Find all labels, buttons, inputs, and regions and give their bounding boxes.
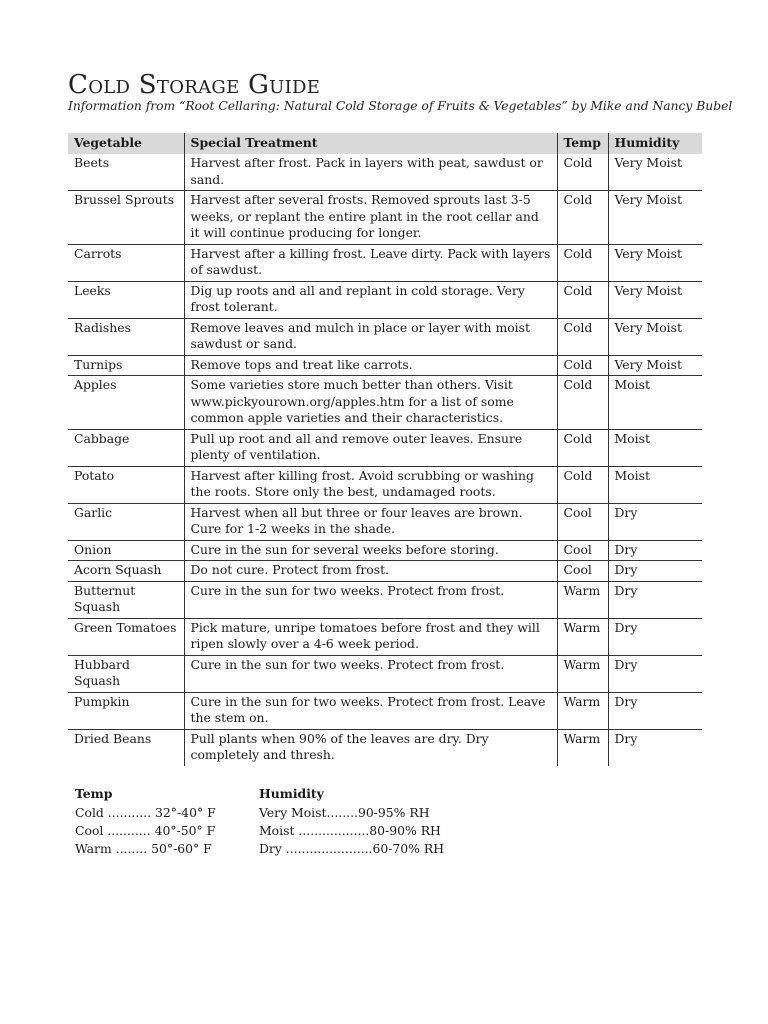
temp-cell: Cold: [557, 429, 608, 466]
table-row: [68, 376, 702, 430]
temp-cell: Cold: [557, 376, 608, 430]
column-header-temp: Temp: [557, 133, 608, 154]
humidity-legend: [259, 785, 444, 858]
vegetable-cell: Pumpkin: [68, 692, 184, 729]
vegetable-cell: Onion: [68, 540, 184, 561]
temp-cell: Cool: [557, 561, 608, 582]
treatment-cell: Harvest when all but three or four leaves are brown. Cure for 1-2 weeks in the shade.: [184, 503, 557, 540]
vegetable-cell: Hubbard Squash: [68, 655, 184, 692]
column-header-humidity: Humidity: [608, 133, 702, 154]
treatment-cell: Cure in the sun for two weeks. Protect from frost.: [184, 655, 557, 692]
treatment-cell: Do not cure. Protect from frost.: [184, 561, 557, 582]
vegetable-cell: Brussel Sprouts: [68, 191, 184, 245]
humidity-legend-heading: Humidity: [259, 786, 324, 801]
table-row: [68, 191, 702, 245]
humidity-cell: Dry: [608, 618, 702, 655]
humidity-legend-item: Dry ......................60-70% RH: [259, 841, 445, 856]
vegetable-cell: Garlic: [68, 503, 184, 540]
treatment-cell: Cure in the sun for two weeks. Protect from frost. Leave the stem on.: [184, 692, 557, 729]
humidity-cell: Dry: [608, 540, 702, 561]
temp-cell: Warm: [557, 729, 608, 766]
table-row: [68, 561, 702, 582]
vegetable-cell: Green Tomatoes: [68, 618, 184, 655]
temp-cell: Warm: [557, 655, 608, 692]
humidity-cell: Moist: [608, 429, 702, 466]
treatment-cell: Cure in the sun for two weeks. Protect from frost.: [184, 581, 557, 618]
temp-legend-item: Warm ........ 50°-60° F: [75, 841, 212, 856]
humidity-cell: Moist: [608, 376, 702, 430]
table-row: [68, 540, 702, 561]
vegetable-cell: Leeks: [68, 281, 184, 318]
temp-cell: Cold: [557, 244, 608, 281]
page-title: Cold Storage Guide: [68, 70, 321, 100]
humidity-cell: Very Moist: [608, 154, 702, 191]
vegetable-cell: Potato: [68, 466, 184, 503]
treatment-cell: Pull plants when 90% of the leaves are dry. Dry completely and thresh.: [184, 729, 557, 766]
table-row: [68, 429, 702, 466]
humidity-cell: Very Moist: [608, 318, 702, 355]
table-row: [68, 154, 702, 191]
vegetable-cell: Radishes: [68, 318, 184, 355]
vegetable-cell: Butternut Squash: [68, 581, 184, 618]
vegetable-cell: Acorn Squash: [68, 561, 184, 582]
treatment-cell: Pick mature, unripe tomatoes before frost and they will ripen slowly over a 4-6 week period.: [184, 618, 557, 655]
vegetable-cell: Carrots: [68, 244, 184, 281]
temp-legend-item: Cold ........... 32°-40° F: [75, 805, 216, 820]
vegetable-cell: Dried Beans: [68, 729, 184, 766]
table-row: [68, 581, 702, 618]
temp-cell: Cool: [557, 503, 608, 540]
temp-cell: Cold: [557, 466, 608, 503]
vegetable-cell: Turnips: [68, 355, 184, 376]
humidity-cell: Dry: [608, 503, 702, 540]
cold-storage-table: [68, 133, 702, 766]
temp-cell: Warm: [557, 581, 608, 618]
table-row: [68, 244, 702, 281]
table-row: [68, 618, 702, 655]
humidity-cell: Very Moist: [608, 191, 702, 245]
temp-cell: Cold: [557, 191, 608, 245]
column-header-special-treatment: Special Treatment: [184, 133, 557, 154]
temp-cell: Warm: [557, 692, 608, 729]
treatment-cell: Some varieties store much better than others. Visit www.pickyourown.org/apples.htm for a list of some common apple varieties and their characteristics.: [184, 376, 557, 430]
humidity-cell: Very Moist: [608, 281, 702, 318]
humidity-cell: Dry: [608, 729, 702, 766]
humidity-legend-item: Moist ..................80-90% RH: [259, 823, 441, 838]
humidity-cell: Dry: [608, 561, 702, 582]
vegetable-cell: Apples: [68, 376, 184, 430]
table-row: [68, 503, 702, 540]
temp-legend: [75, 785, 216, 858]
treatment-cell: Harvest after a killing frost. Leave dirty. Pack with layers of sawdust.: [184, 244, 557, 281]
table-row: [68, 318, 702, 355]
temp-cell: Cold: [557, 154, 608, 191]
table-row: [68, 729, 702, 766]
table-row: [68, 281, 702, 318]
humidity-cell: Very Moist: [608, 244, 702, 281]
treatment-cell: Harvest after several frosts. Removed sprouts last 3-5 weeks, or replant the entire plant in the root cellar and it will continue producing for longer.: [184, 191, 557, 245]
table-header-row: [68, 133, 702, 154]
treatment-cell: Remove tops and treat like carrots.: [184, 355, 557, 376]
humidity-cell: Dry: [608, 581, 702, 618]
treatment-cell: Pull up root and all and remove outer leaves. Ensure plenty of ventilation.: [184, 429, 557, 466]
humidity-cell: Very Moist: [608, 355, 702, 376]
treatment-cell: Harvest after killing frost. Avoid scrubbing or washing the roots. Store only the best, undamaged roots.: [184, 466, 557, 503]
humidity-cell: Dry: [608, 655, 702, 692]
humidity-cell: Dry: [608, 692, 702, 729]
humidity-legend-item: Very Moist........90-95% RH: [259, 805, 430, 820]
treatment-cell: Remove leaves and mulch in place or layer with moist sawdust or sand.: [184, 318, 557, 355]
table-row: [68, 655, 702, 692]
temp-legend-item: Cool ........... 40°-50° F: [75, 823, 216, 838]
temp-cell: Warm: [557, 618, 608, 655]
treatment-cell: Cure in the sun for several weeks before storing.: [184, 540, 557, 561]
page-subtitle: Information from “Root Cellaring: Natural Cold Storage of Fruits & Vegetables” by Mike and Nancy Bubel: [68, 99, 733, 113]
temp-legend-heading: Temp: [75, 786, 113, 801]
humidity-cell: Moist: [608, 466, 702, 503]
vegetable-cell: Beets: [74, 155, 110, 170]
vegetable-cell: Cabbage: [68, 429, 184, 466]
table-body: [68, 154, 702, 766]
temp-cell: Cold: [557, 355, 608, 376]
treatment-cell: Harvest after frost. Pack in layers with peat, sawdust or sand.: [184, 154, 557, 191]
temp-cell: Cold: [557, 281, 608, 318]
temp-cell: Cold: [557, 318, 608, 355]
temp-cell: Cool: [557, 540, 608, 561]
table-row: [68, 355, 702, 376]
column-header-vegetable: Vegetable: [68, 133, 184, 154]
table-row: [68, 466, 702, 503]
table-row: [68, 692, 702, 729]
treatment-cell: Dig up roots and all and replant in cold storage. Very frost tolerant.: [184, 281, 557, 318]
